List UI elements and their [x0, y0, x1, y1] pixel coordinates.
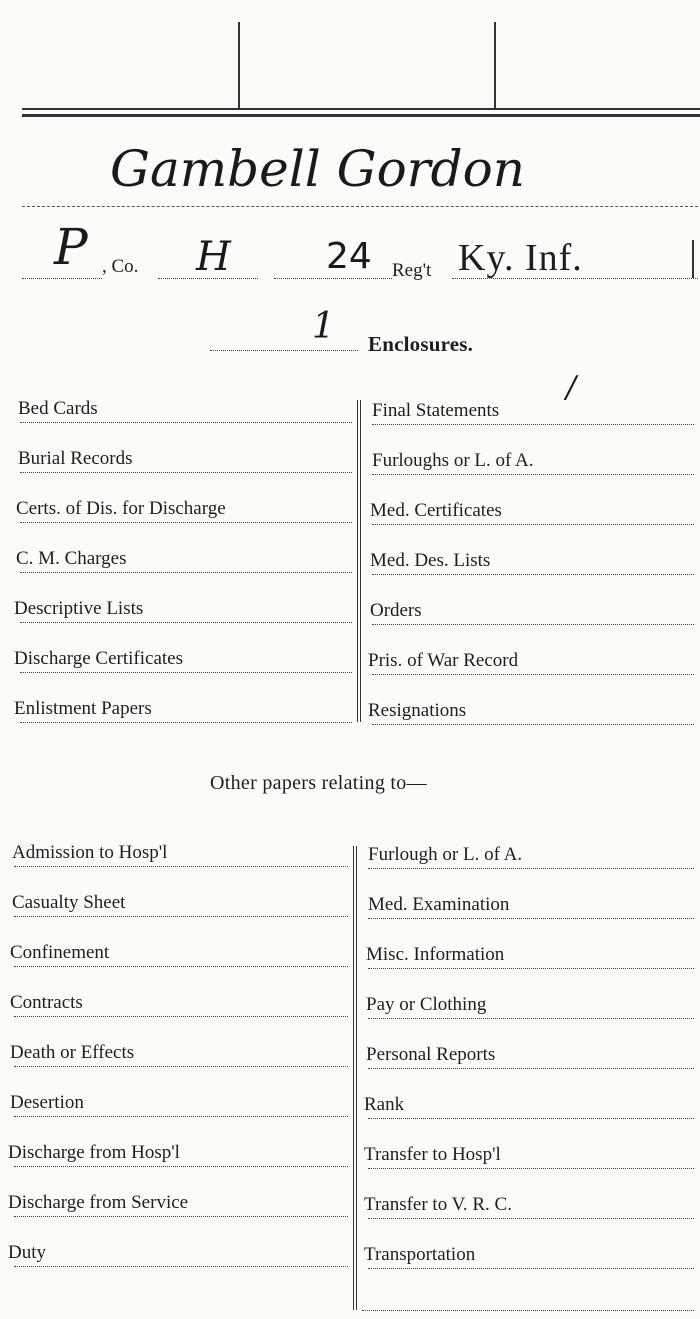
row-line	[14, 1166, 348, 1167]
row-line	[14, 1266, 348, 1267]
other-paper-item: Duty	[8, 1242, 46, 1263]
other-paper-item: Desertion	[10, 1092, 84, 1113]
other-paper-item: Pay or Clothing	[366, 994, 487, 1015]
enclosure-item: Descriptive Lists	[14, 598, 144, 619]
regiment-underline	[274, 278, 392, 279]
header-rule-top	[22, 108, 700, 110]
row-line	[14, 866, 348, 867]
header-boxes	[0, 0, 700, 112]
header-divider-right	[494, 22, 496, 110]
enclosure-item: Certs. of Dis. for Discharge	[16, 498, 226, 519]
row-line	[14, 966, 348, 967]
other-papers-title: Other papers relating to—	[210, 772, 427, 794]
other-paper-item: Transportation	[364, 1244, 476, 1265]
other-paper-item: Contracts	[10, 992, 83, 1013]
enclosure-item: Discharge Certificates	[14, 648, 183, 669]
enclosure-item: Burial Records	[18, 448, 133, 469]
unit-underline	[452, 278, 698, 279]
other-paper-item: Admission to Hosp'l	[12, 842, 168, 863]
row-line	[372, 624, 694, 625]
enclosure-item: Med. Des. Lists	[370, 550, 491, 571]
enclosures-title: Enclosures.	[368, 332, 474, 356]
other-paper-item: Personal Reports	[366, 1044, 496, 1065]
company-label: , Co.	[102, 256, 139, 277]
header-rule-bottom	[22, 114, 700, 117]
other-paper-item: Discharge from Hosp'l	[8, 1142, 180, 1163]
enclosures-count-line	[210, 350, 358, 351]
enclosure-item: Med. Certificates	[370, 500, 502, 521]
other-paper-item: Confinement	[10, 942, 110, 963]
row-line	[372, 674, 694, 675]
row-line	[372, 424, 694, 425]
row-line	[14, 1016, 348, 1017]
other-paper-item: Casualty Sheet	[12, 892, 126, 913]
row-line	[372, 524, 694, 525]
row-line	[368, 1068, 694, 1069]
row-line	[368, 918, 694, 919]
row-line	[20, 722, 352, 723]
row-line	[20, 622, 352, 623]
final-statements-mark: /	[566, 370, 577, 405]
other-paper-item: Transfer to Hosp'l	[364, 1144, 501, 1165]
row-line	[368, 1118, 694, 1119]
other-paper-item: Transfer to V. R. C.	[364, 1194, 512, 1215]
other-paper-item: Death or Effects	[10, 1042, 135, 1063]
regiment-label: Reg't	[392, 260, 432, 281]
enclosure-item: C. M. Charges	[16, 548, 127, 569]
other-paper-item: Rank	[364, 1094, 405, 1115]
header-divider-left	[238, 22, 240, 110]
company-underline	[158, 278, 258, 279]
enclosure-item: Final Statements	[372, 400, 500, 421]
row-line	[368, 1168, 694, 1169]
enclosure-item: Furloughs or L. of A.	[372, 450, 534, 471]
soldier-rank: P	[54, 218, 88, 276]
regiment-number: 24	[326, 236, 372, 277]
row-line	[14, 916, 348, 917]
row-line	[14, 1066, 348, 1067]
row-line	[20, 522, 352, 523]
other-paper-item: Discharge from Service	[8, 1192, 189, 1213]
row-line	[20, 572, 352, 573]
row-line	[368, 1268, 694, 1269]
rank-underline	[22, 278, 102, 279]
other-paper-item: Med. Examination	[368, 894, 510, 915]
row-line	[372, 574, 694, 575]
other-papers-divider	[353, 846, 357, 1310]
row-line	[14, 1216, 348, 1217]
row-line	[20, 672, 352, 673]
row-line	[20, 422, 352, 423]
right-edge-mark	[692, 240, 694, 278]
enclosure-item: Pris. of War Record	[368, 650, 519, 671]
other-paper-item: Furlough or L. of A.	[368, 844, 523, 865]
row-line	[368, 868, 694, 869]
soldier-name: Gambell Gordon	[110, 140, 525, 198]
company-letter: H	[196, 234, 231, 280]
row-line	[368, 1018, 694, 1019]
row-line	[368, 1218, 694, 1219]
enclosures-count: 1	[312, 306, 335, 347]
enclosure-item: Enlistment Papers	[14, 698, 152, 719]
enclosure-item: Resignations	[368, 700, 467, 721]
row-line	[362, 1310, 694, 1311]
row-line	[368, 968, 694, 969]
name-underline	[22, 206, 698, 207]
enclosures-divider	[357, 400, 361, 722]
unit-name: Ky. Inf.	[458, 237, 583, 279]
enclosure-item: Orders	[370, 600, 422, 621]
enclosure-item: Bed Cards	[18, 398, 98, 419]
row-line	[372, 724, 694, 725]
row-line	[14, 1116, 348, 1117]
row-line	[20, 472, 352, 473]
row-line	[372, 474, 694, 475]
other-paper-item: Misc. Information	[366, 944, 505, 965]
